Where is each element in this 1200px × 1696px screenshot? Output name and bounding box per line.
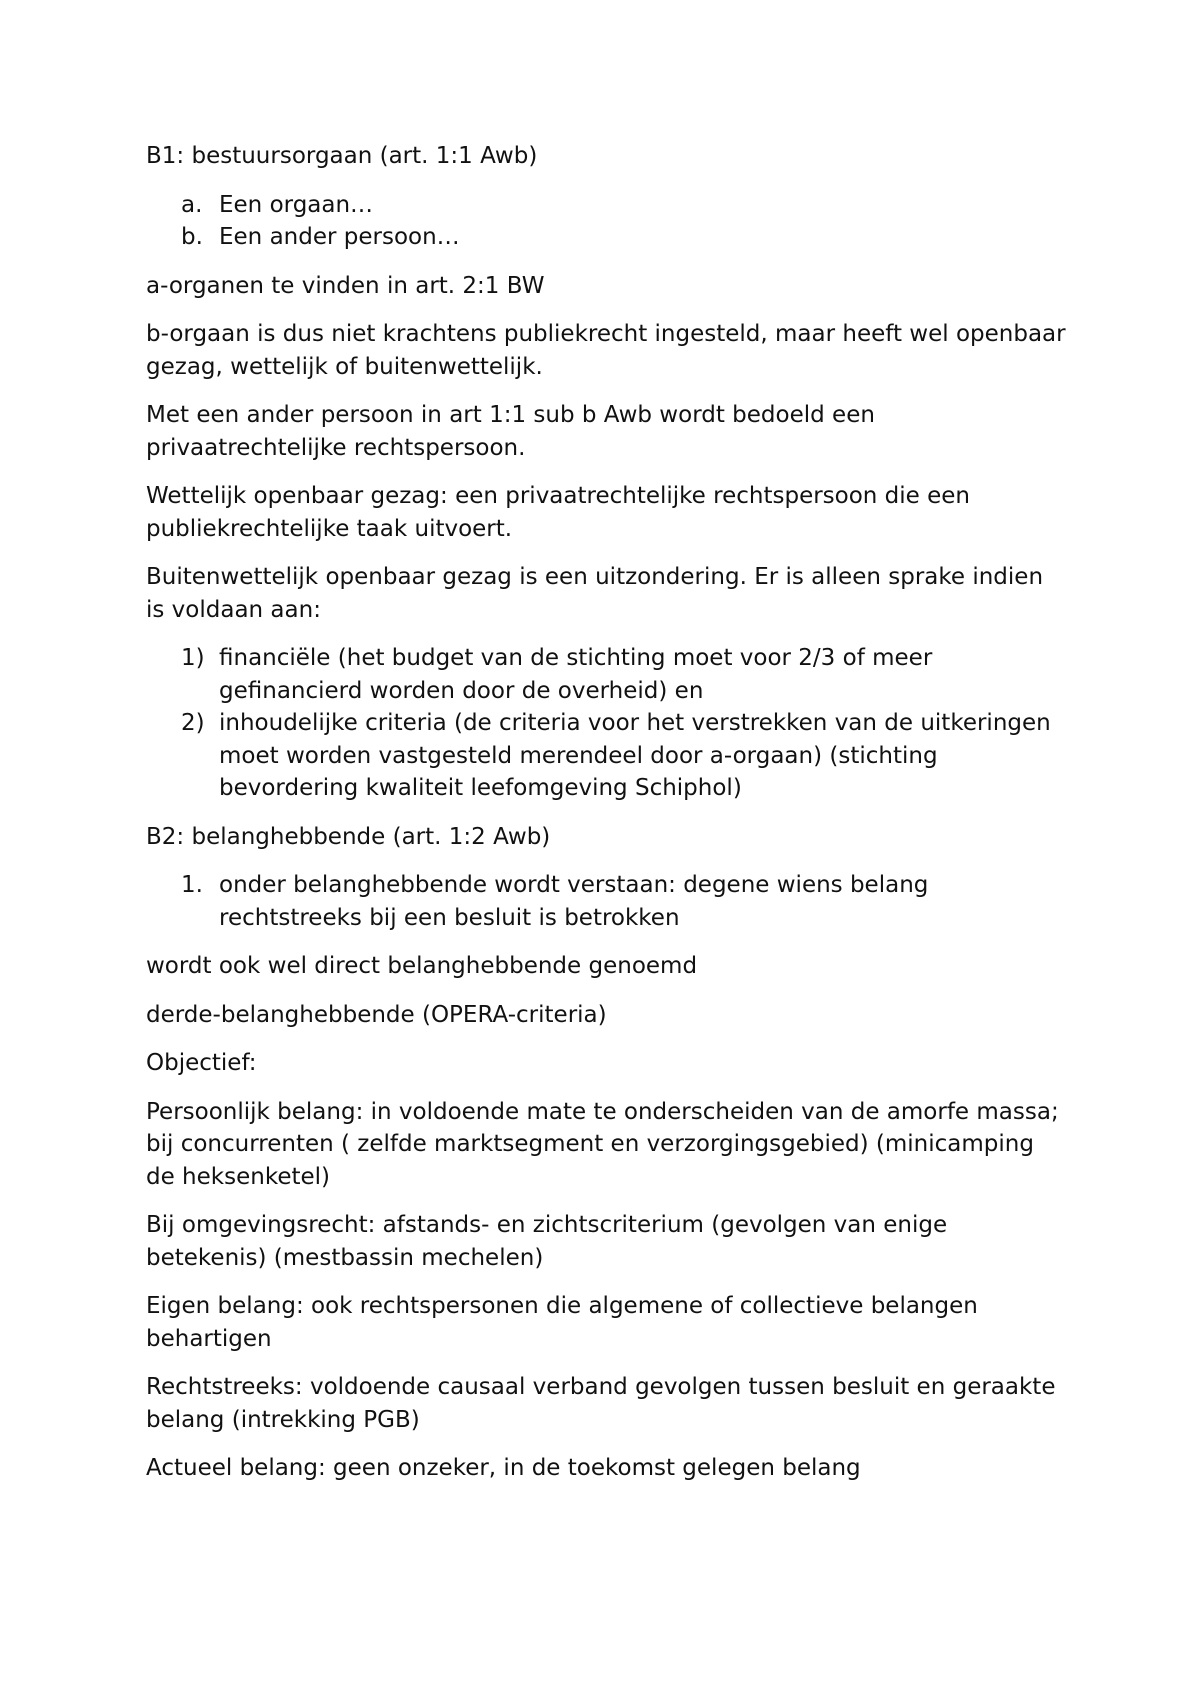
list-marker: b.	[181, 224, 203, 250]
paragraph-a-organen: a-organen te vinden in art. 2:1 BW	[146, 272, 545, 299]
list-item	[146, 707, 1066, 805]
paragraph-actueel-belang: Actueel belang: geen onzeker, in de toekomst gelegen belang	[146, 1455, 861, 1481]
list-item-text: Een orgaan…	[219, 191, 374, 218]
list-marker: 1.	[181, 872, 203, 898]
heading-b2: B2: belanghebbende (art. 1:2 Awb)	[146, 823, 551, 850]
paragraph-eigen-belang: Eigen belang: ook rechtspersonen die algemene of collectieve belangen behartigen	[146, 1293, 978, 1352]
paragraph-ander-persoon: Met een ander persoon in art 1:1 sub b Awb wordt bedoeld een privaatrechtelijke rechtspersoon.	[146, 402, 875, 461]
list-item	[146, 642, 1066, 707]
list-item-text: inhoudelijke criteria (de criteria voor het verstrekken van de uitkeringen moet worden vastgesteld merendeel door a-orgaan) (stichting bevordering kwaliteit leefomgeving Schiphol)	[219, 710, 1051, 801]
paragraph-rechtstreeks: Rechtstreeks: voldoende causaal verband gevolgen tussen besluit en geraakte belang (intrekking PGB)	[146, 1374, 1056, 1433]
paragraph-omgevingsrecht: Bij omgevingsrecht: afstands- en zichtscriterium (gevolgen van enige betekenis) (mestbassin mechelen)	[146, 1212, 948, 1271]
heading-b1: B1: bestuursorgaan (art. 1:1 Awb)	[146, 143, 538, 169]
paragraph-persoonlijk-belang: Persoonlijk belang: in voldoende mate te onderscheiden van de amorfe massa; bij concurrenten ( zelfde marktsegment en verzorgingsgebied) (minicamping de heksenketel)	[146, 1098, 1059, 1190]
list-item-text: financiële (het budget van de stichting moet voor 2/3 of meer gefinancierd worden door de overheid) en	[219, 645, 933, 704]
list-item-text: onder belanghebbende wordt verstaan: degene wiens belang rechtstreeks bij een besluit is betrokken	[219, 872, 929, 931]
list-item-text: Een ander persoon…	[219, 224, 460, 250]
list-item	[146, 869, 1066, 934]
list-marker: a.	[181, 191, 203, 218]
list-marker: 2)	[181, 710, 205, 736]
list-criteria	[146, 642, 1066, 805]
paragraph-b-orgaan: b-orgaan is dus niet krachtens publiekrecht ingesteld, maar heeft wel openbaar gezag, wettelijk of buitenwettelijk.	[146, 321, 1066, 380]
paragraph-derde-belanghebbende: derde-belanghebbende (OPERA-criteria)	[146, 1001, 607, 1028]
list-item	[146, 221, 1066, 254]
document-body	[146, 140, 1066, 1501]
list-b2	[146, 869, 1066, 934]
paragraph-buitenwettelijk-gezag: Buitenwettelijk openbaar gezag is een uitzondering. Er is alleen sprake indien is voldaan aan:	[146, 564, 1044, 623]
paragraph-direct-belanghebbende: wordt ook wel direct belanghebbende genoemd	[146, 953, 698, 979]
list-b1	[146, 189, 1066, 254]
paragraph-wettelijk-gezag: Wettelijk openbaar gezag: een privaatrechtelijke rechtspersoon die een publiekrechtelijke taak uitvoert.	[146, 483, 971, 542]
list-item	[146, 189, 1066, 222]
paragraph-objectief: Objectief:	[146, 1050, 257, 1076]
list-marker: 1)	[181, 645, 205, 671]
